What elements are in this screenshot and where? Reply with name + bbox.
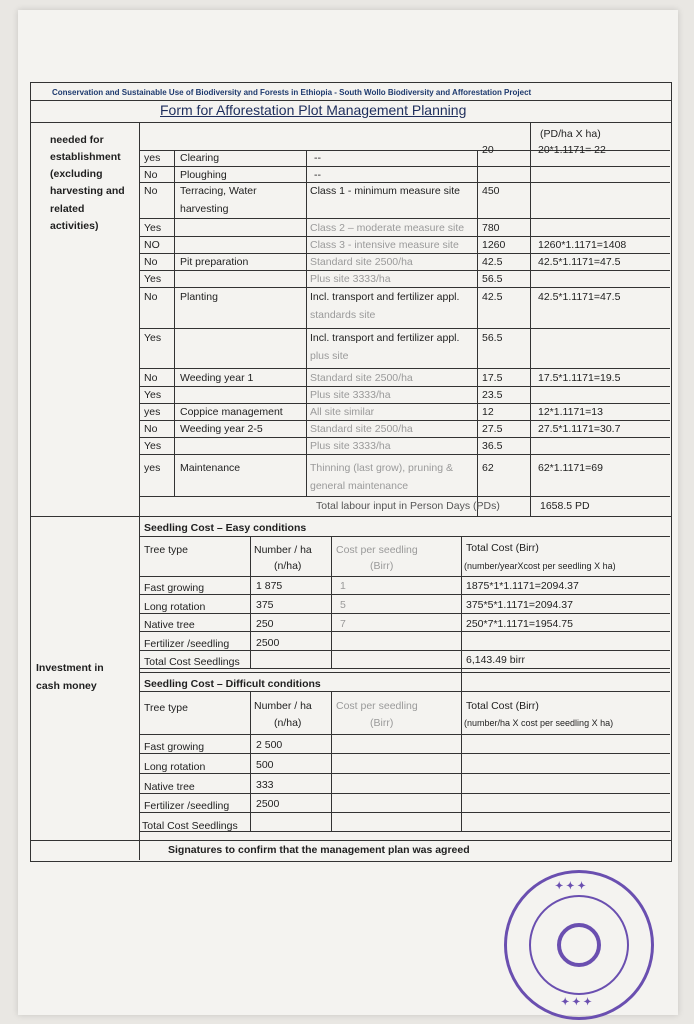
row-pd: 1260 xyxy=(482,239,506,251)
difficult-total-label: Total Cost Seedlings xyxy=(142,820,238,832)
difficult-number: 2 500 xyxy=(256,739,283,751)
row-desc: Class 2 – moderate measure site xyxy=(310,222,465,234)
row-activity: Ploughing xyxy=(180,169,227,181)
document-page xyxy=(18,10,678,1015)
easy-cost: 7 xyxy=(340,618,346,630)
official-stamp: ✦ ✦ ✦ ✦ ✦ ✦ xyxy=(504,870,654,1020)
row-pd: 56.5 xyxy=(482,273,503,285)
row-calc: 62*1.1171=69 xyxy=(538,462,603,474)
row-calc: 42.5*1.1171=47.5 xyxy=(538,291,621,303)
row-calc: 42.5*1.1171=47.5 xyxy=(538,256,621,268)
difficult-col-tree: Tree type xyxy=(144,702,188,714)
row-activity: Weeding year 1 xyxy=(180,372,254,384)
row-desc: -- xyxy=(314,152,321,164)
section-label-4: harvesting and xyxy=(50,185,125,197)
easy-number: 375 xyxy=(256,599,274,611)
row-activity: Pit preparation xyxy=(180,256,249,268)
row-desc-cont: standards site xyxy=(310,309,376,321)
row-calc: 27.5*1.1171=30.7 xyxy=(538,423,621,435)
total-pd-value: 1658.5 PD xyxy=(540,500,590,512)
row-desc: Thinning (last grow), pruning & xyxy=(310,462,453,474)
row-pd: 56.5 xyxy=(482,332,503,344)
difficult-type: Native tree xyxy=(144,781,195,793)
row-pd: 23.5 xyxy=(482,389,503,401)
row-activity: Planting xyxy=(180,291,218,303)
difficult-col-cost2: (Birr) xyxy=(370,717,394,729)
row-calc: 20*1.1171= 22 xyxy=(538,144,606,156)
row-yn: No xyxy=(144,423,158,435)
easy-type: Long rotation xyxy=(144,601,206,613)
row-desc: -- xyxy=(314,169,321,181)
row-desc: Incl. transport and fertilizer appl. xyxy=(310,291,460,303)
row-desc: Class 3 - intensive measure site xyxy=(310,239,459,251)
row-pd: 17.5 xyxy=(482,372,503,384)
row-pd: 36.5 xyxy=(482,440,503,452)
row-yn: Yes xyxy=(144,273,162,285)
row-pd: 20 xyxy=(482,144,494,156)
section-label-2: establishment xyxy=(50,151,121,163)
row-desc: Standard site 2500/ha xyxy=(310,372,413,384)
row-yn: No xyxy=(144,169,158,181)
easy-col-number: Number / ha xyxy=(254,544,312,556)
easy-cost: 5 xyxy=(340,599,346,611)
row-calc: 1260*1.1171=1408 xyxy=(538,239,627,251)
row-pd: 12 xyxy=(482,406,494,418)
section-label-3: (excluding xyxy=(50,168,103,180)
row-pd: 62 xyxy=(482,462,494,474)
row-yn: Yes xyxy=(144,440,162,452)
row-yn: yes xyxy=(144,462,161,474)
easy-col-number2: (n/ha) xyxy=(274,560,302,572)
easy-type: Native tree xyxy=(144,619,195,631)
easy-col-cost: Cost per seedling xyxy=(336,544,418,556)
row-calc: 17.5*1.1171=19.5 xyxy=(538,372,621,384)
difficult-type: Fast growing xyxy=(144,741,205,753)
row-desc: Plus site 3333/ha xyxy=(310,389,391,401)
difficult-type: Long rotation xyxy=(144,761,206,773)
row-desc: Plus site 3333/ha xyxy=(310,273,391,285)
total-pd-label: Total labour input in Person Days (PDs) xyxy=(316,500,500,512)
row-yn: NO xyxy=(144,239,160,251)
row-yn: Yes xyxy=(144,389,162,401)
row-pd: 450 xyxy=(482,185,500,197)
difficult-number: 2500 xyxy=(256,798,280,810)
difficult-title: Seedling Cost – Difficult conditions xyxy=(144,678,321,690)
difficult-col-total2: (number/ha X cost per seedling X ha) xyxy=(464,718,614,728)
signature-line: Signatures to confirm that the management plan was agreed xyxy=(168,844,470,856)
section-label-1: needed for xyxy=(50,134,104,146)
row-yn: yes xyxy=(144,152,161,164)
easy-number: 1 875 xyxy=(256,580,283,592)
row-yn: No xyxy=(144,256,158,268)
row-pd: 780 xyxy=(482,222,500,234)
row-desc: Plus site 3333/ha xyxy=(310,440,391,452)
difficult-col-total: Total Cost (Birr) xyxy=(466,700,539,712)
row-pd: 27.5 xyxy=(482,423,503,435)
row-desc: All site similar xyxy=(310,406,375,418)
difficult-number: 333 xyxy=(256,779,274,791)
row-yn: yes xyxy=(144,406,161,418)
pd-column-header: (PD/ha X ha) xyxy=(540,128,601,140)
difficult-col-cost: Cost per seedling xyxy=(336,700,418,712)
row-activity: Clearing xyxy=(180,152,220,164)
easy-cost: 1 xyxy=(340,580,346,592)
project-header: Conservation and Sustainable Use of Biodiversity and Forests in Ethiopia - South Wollo Biodiversity and Afforestation Project xyxy=(52,88,532,97)
difficult-type: Fertilizer /seedling xyxy=(144,800,230,812)
row-activity: Coppice management xyxy=(180,406,283,418)
row-desc: Incl. transport and fertilizer appl. xyxy=(310,332,460,344)
easy-total-value: 6,143.49 birr xyxy=(466,654,525,666)
easy-title: Seedling Cost – Easy conditions xyxy=(144,522,307,534)
easy-total-label: Total Cost Seedlings xyxy=(144,656,240,668)
row-desc: Standard site 2500/ha xyxy=(310,256,413,268)
row-desc-cont: general maintenance xyxy=(310,480,409,492)
investment-label-1: Investment in xyxy=(36,662,104,674)
easy-number: 2500 xyxy=(256,637,280,649)
difficult-number: 500 xyxy=(256,759,274,771)
difficult-col-number: Number / ha xyxy=(254,700,312,712)
easy-number: 250 xyxy=(256,618,274,630)
row-yn: Yes xyxy=(144,222,162,234)
easy-col-total: Total Cost (Birr) xyxy=(466,542,539,554)
row-yn: No xyxy=(144,291,158,303)
easy-total: 375*5*1.1171=2094.37 xyxy=(466,599,573,611)
row-activity: Terracing, Water xyxy=(180,185,257,197)
easy-type: Fast growing xyxy=(144,582,205,594)
form-title: Form for Afforestation Plot Management Planning xyxy=(160,102,467,118)
row-desc-cont: plus site xyxy=(310,350,349,362)
difficult-col-number2: (n/ha) xyxy=(274,717,302,729)
row-desc: Class 1 - minimum measure site xyxy=(310,185,460,197)
row-pd: 42.5 xyxy=(482,256,503,268)
row-yn: No xyxy=(144,185,158,197)
row-desc: Standard site 2500/ha xyxy=(310,423,413,435)
easy-col-tree: Tree type xyxy=(144,544,188,556)
row-yn: Yes xyxy=(144,332,162,344)
row-activity: Maintenance xyxy=(180,462,241,474)
row-calc: 12*1.1171=13 xyxy=(538,406,603,418)
section-label-5: related xyxy=(50,203,85,215)
row-pd: 42.5 xyxy=(482,291,503,303)
easy-total: 250*7*1.1171=1954.75 xyxy=(466,618,573,630)
easy-type: Fertilizer /seedling xyxy=(144,638,230,650)
investment-label-2: cash money xyxy=(36,680,97,692)
row-activity-cont: harvesting xyxy=(180,203,229,215)
row-activity: Weeding year 2-5 xyxy=(180,423,263,435)
section-label-6: activities) xyxy=(50,220,99,232)
easy-col-cost2: (Birr) xyxy=(370,560,394,572)
easy-col-total2: (number/yearXcost per seedling X ha) xyxy=(464,561,616,571)
easy-total: 1875*1*1.1171=2094.37 xyxy=(466,580,579,592)
row-yn: No xyxy=(144,372,158,384)
